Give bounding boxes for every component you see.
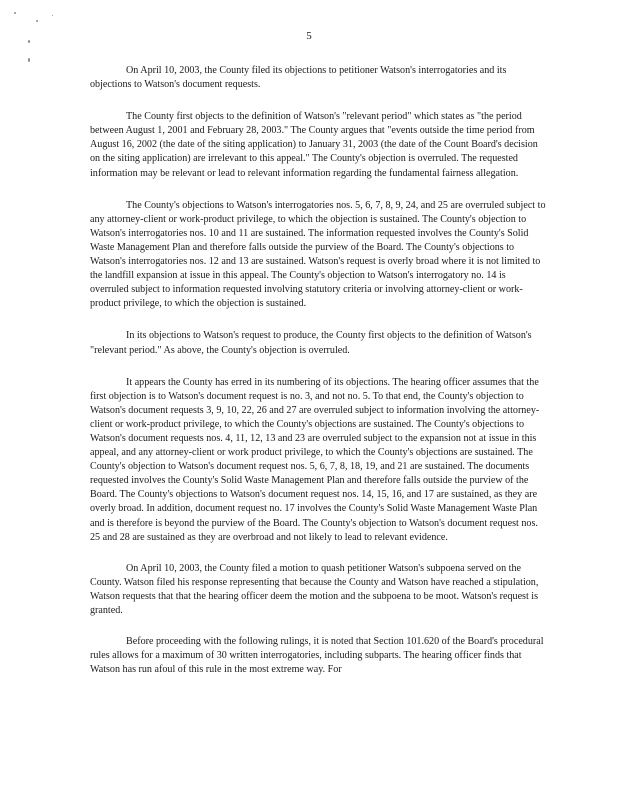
paragraph: In its objections to Watson's request to produce, the County first objects to the definition of Watson's "relevant period." As above, the County's objection is overruled. xyxy=(90,330,532,356)
scan-speck xyxy=(52,15,53,16)
paragraph: The County first objects to the definition of Watson's "relevant period" which states as "the period between August 1, 2001 and February 28, 2003." The County argues that "events outside the time period from August 16, 2002 (the date of the siting application) to January 31, 2003 (the date of the Count Board's decision on the siting application) are irrelevant to this appeal." The County's objection is overruled. The requested information may be relevant or lead to relevant information regarding the fundamental fairness allegation. xyxy=(90,111,538,179)
paragraph: On April 10, 2003, the County filed a motion to quash petitioner Watson's subpoena served on the County. Watson filed his response representing that because the County and Watson have reached a stipulation, Watson requests that that the hearing officer deem the motion and the subpoena to be moot. Watson's request is granted. xyxy=(90,562,539,616)
scan-speck xyxy=(28,58,30,62)
paragraph: It appears the County has erred in its numbering of its objections. The hearing officer assumes that the first objection is to Watson's document request is no. 3, and not no. 5. To that end, the County's objection to Watson's document requests 3, 9, 10, 22, 26 and 27 are overruled subject to information involving the attorney-client or work-product privilege, to which the County's objections are sustained. The County's objections to Watson's document requests nos. 4, 11, 12, 13 and 23 are overruled subject to the expansion not at issue in this appeal, and any attorney-client or work product privilege, to which the County's objections are sustained. The County's objection to Watson's document request nos. 5, 6, 7, 8, 18, 19, and 21 are sustained. The documents requested involves the County's Solid Waste Management Plan and therefore falls outside the purview of the Board. The County's objections to Watson's document request nos. 14, 15, 16, and 17 are sustained, as they are overly broad. In addition, document request no. 17 involves the County's Solid Waste Management Waste Plan and is therefore is beyond the purview of the Board. The County's objection to Watson's document request nos. 25 and 28 are sustained as they are overbroad and not likely to lead to relevant evidence. xyxy=(90,376,540,543)
paragraph: On April 10, 2003, the County filed its objections to petitioner Watson's interrogatories and its objections to Watson's document requests. xyxy=(90,65,507,91)
scan-speck xyxy=(36,20,38,22)
page-number: 5 xyxy=(306,30,312,42)
document-body xyxy=(90,64,546,695)
scan-speck xyxy=(14,12,16,14)
paragraph: The County's objections to Watson's interrogatories nos. 5, 6, 7, 8, 9, 24, and 25 are overruled subject to any attorney-client or work-product privilege, to which the objection is sustained. The County's objection to Watson's interrogatories nos. 10 and 11 are sustained. The information requested involves the County's Solid Waste Management Plan and therefore falls outside the purview of the Board. The County's objections to Watson's interrogatories nos. 12 and 13 are sustained. Watson's request is overly broad where it is not limited to the landfill expansion at issue in this appeal. The County's objection to Watson's interrogatory no. 14 is overruled subject to information requested involving statutory criteria or involving attorney-client or work-product privilege, to which the objection is sustained. xyxy=(90,199,546,310)
paragraph: Before proceeding with the following rulings, it is noted that Section 101.620 of the Board's procedural rules allows for a maximum of 30 written interrogatories, including subparts. The hearing officer finds that Watson has run afoul of this rule in the most extreme way. For xyxy=(90,636,544,676)
